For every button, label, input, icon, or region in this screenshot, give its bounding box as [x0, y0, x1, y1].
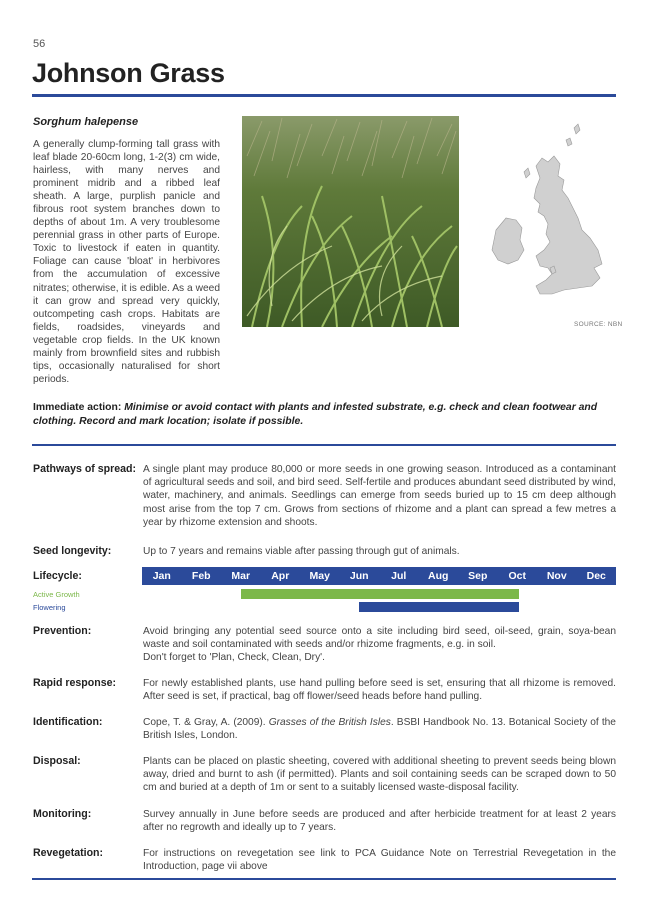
section-rule [32, 444, 616, 446]
active-growth-bar [241, 589, 519, 599]
grass-photo [242, 116, 459, 327]
immediate-action-text: Minimise or avoid contact with plants and infested substrate, e.g. check and clean footwear and clothing. Record and mark location; isolate if possible. [33, 402, 598, 427]
prevention-label: Prevention: [33, 625, 92, 637]
lifecycle-months [142, 567, 616, 585]
bottom-rule [32, 878, 616, 880]
latin-name: Sorghum halepense [33, 116, 139, 128]
monitoring-text: Survey annually in June before seeds are produced and after herbicide treatment for at least 2 years after no regrowth and ideally up to 7 years. [143, 809, 616, 834]
immediate-action-label: Immediate action: [33, 402, 122, 413]
seed-longevity-label: Seed longevity: [33, 545, 112, 557]
immediate-action [33, 401, 616, 429]
pathways-label: Pathways of spread: [33, 463, 137, 475]
uk-distribution-map [478, 118, 618, 318]
month-may: May [309, 570, 330, 582]
month-feb: Feb [191, 570, 211, 582]
map-source: SOURCE: NBN [574, 321, 623, 328]
month-nov: Nov [546, 570, 567, 582]
identification-text [143, 716, 616, 742]
monitoring-label: Monitoring: [33, 808, 92, 820]
page-title: Johnson Grass [32, 58, 225, 88]
prevention-text-2: Don't forget to 'Plan, Check, Clean, Dry'. [143, 652, 325, 664]
title-rule [32, 94, 616, 97]
species-description: A generally clump-forming tall grass with leaf blade 20-60cm long, 1-2(3) cm wide, hairless, with many nerves and prominent midrib and a ribbed leaf sheath. A large, purplish panicle and fibrous root system branches down to depths of about 1m. A very troublesome perennial grass in other parts of Europe. Toxic to livestock if eaten in quantity. Foliage can cause 'bloat' in herbivores from the accumulation of excessive nitrates; otherwise, it is edible. As a weed it can grow and spread very quickly, outcompeting cash crops. Habitats are fields, roadsides, vineyards and vegetable crop fields. In the UK known mainly from brownfield sites and rubbish tips, occasionally naturalised for short periods. [33, 139, 220, 385]
revegetation-text: For instructions on revegetation see link to PCA Guidance Note on Terrestrial Revegetation in the Introduction, page vii above [143, 848, 616, 873]
month-jul: Jul [391, 570, 407, 582]
month-sep: Sep [468, 570, 488, 582]
month-jan: Jan [152, 570, 171, 582]
identification-label: Identification: [33, 716, 103, 728]
rapid-response-text: For newly established plants, use hand pulling before seed is set, ensuring that all rhizome is removed. After seed is set, if practical, bag off flower/seed heads before hand pulling. [143, 678, 616, 703]
rapid-response-label: Rapid response: [33, 677, 117, 689]
disposal-label: Disposal: [33, 755, 81, 767]
lifecycle-label: Lifecycle: [33, 570, 82, 582]
identification-book-title: Grasses of the British Isles [268, 717, 391, 728]
month-dec: Dec [586, 570, 606, 582]
month-oct: Oct [508, 570, 526, 582]
flowering-bar [359, 602, 519, 612]
prevention-text [143, 625, 616, 665]
identification-ref-end: . BSBI Handbook No. 13. Botanical Society of the British Isles, London. [143, 717, 616, 742]
seed-longevity-text: Up to 7 years and remains viable after passing through gut of animals. [143, 546, 460, 557]
page-number: 56 [33, 38, 46, 50]
month-aug: Aug [428, 570, 449, 582]
pathways-text: A single plant may produce 80,000 or more seeds in one growing season. Introduced as a contaminant of agricultural seeds and soil, and bird seed. Self-fertile and produces abundant seed distributed by wind, water, machinery, and animals. Seedlings can emerge from seeds buried up to 15 cm deep although most arise from the top 7 cm. Grows from sections of rhizome and a plant can spread a few metres a year by rhizome extension and shoots. [143, 464, 616, 528]
identification-ref: Cope, T. & Gray, A. (2009). [143, 717, 269, 728]
prevention-text-1: Avoid bringing any potential seed source onto a site including bird seed, oil-seed, grain, soya-bean waste and soil contaminated with seeds and/or rhizome fragments, e.g. in soil. [143, 626, 616, 651]
month-jun: Jun [349, 570, 369, 582]
active-growth-legend: Active Growth [33, 590, 80, 599]
month-apr: Apr [271, 570, 290, 582]
month-mar: Mar [231, 570, 251, 582]
revegetation-label: Revegetation: [33, 847, 104, 859]
disposal-text: Plants can be placed on plastic sheeting, covered with additional sheeting to prevent seeds being blown away, dried and burnt to ash (if permitted). Plants and soil containing seeds can be scraped down to 50 cm and buried at a depth of 1m or sent to a suitably licensed waste-disposal facility. [143, 756, 616, 794]
flowering-legend: Flowering [33, 603, 66, 612]
